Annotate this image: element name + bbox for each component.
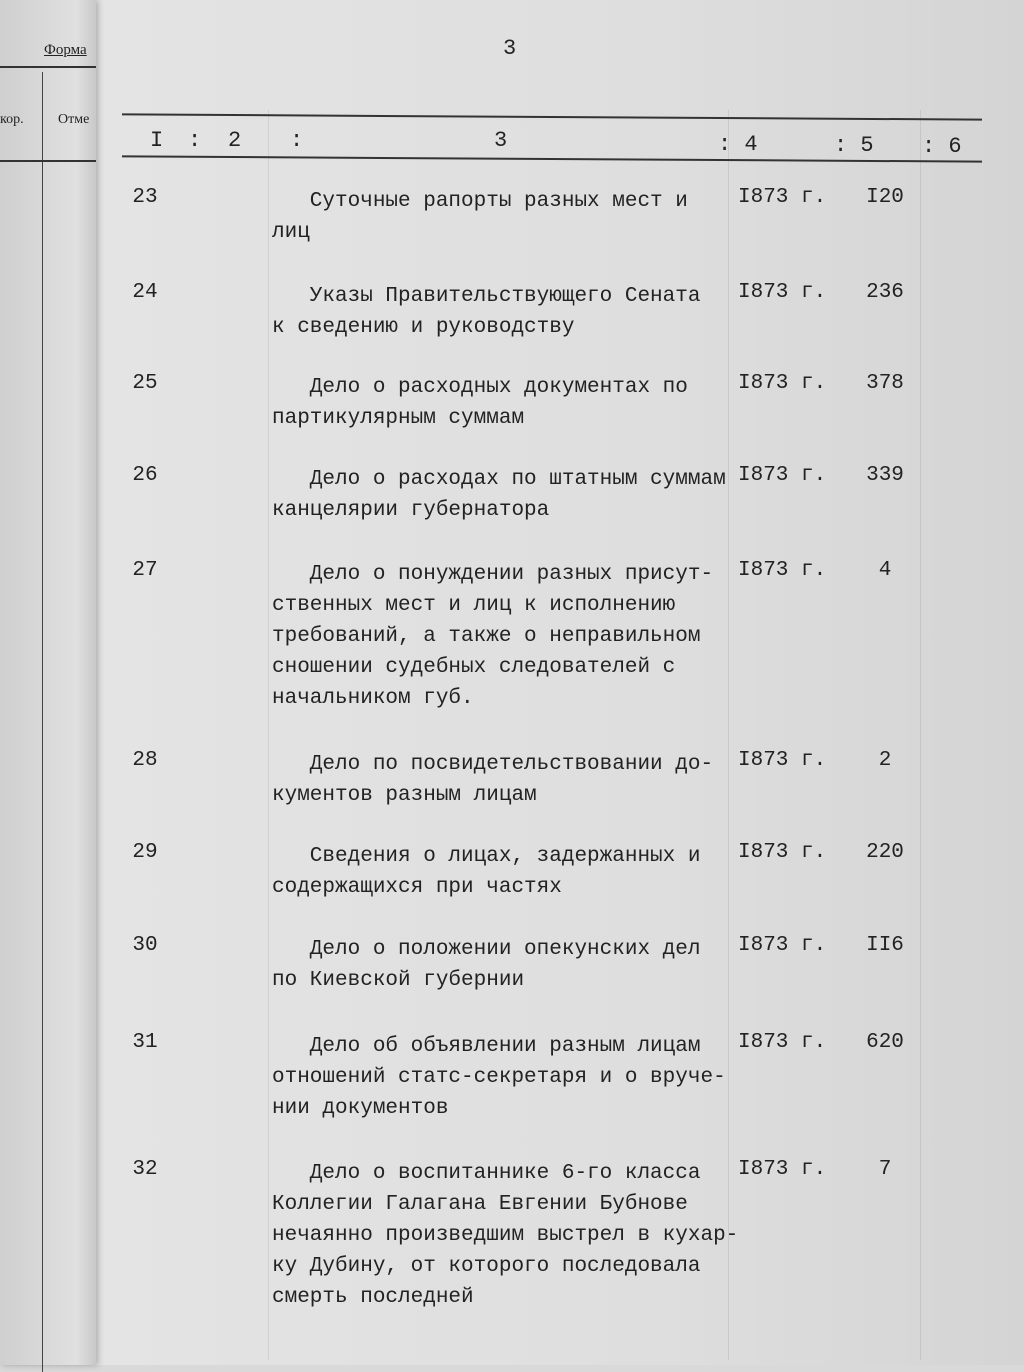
record-title: Суточные рапорты разных мест и лиц [272, 190, 688, 244]
record-number: 26 [132, 464, 158, 487]
column-header-2: 2 [228, 128, 242, 153]
adjacent-page-edge [0, 0, 96, 1365]
column-guide [920, 110, 921, 1360]
record-year: I873 г. [738, 372, 827, 395]
record-sheet-count: 339 [866, 464, 904, 487]
page-number: 3 [503, 36, 517, 61]
column-guide [268, 110, 269, 1360]
record-sheet-count: 378 [866, 372, 904, 395]
record-number: 32 [132, 1158, 158, 1181]
column-label: кор. [0, 112, 24, 127]
record-year: I873 г. [738, 841, 827, 864]
divider [42, 72, 43, 1372]
record-title: Дело о расходах по штатным суммам канцелярии губернатора [272, 468, 726, 522]
record-number: 31 [132, 1031, 158, 1054]
record-sheet-count: 236 [866, 281, 904, 304]
column-label: Отме [58, 112, 90, 127]
record-sheet-count: 7 [878, 1158, 892, 1181]
column-header-1: I [150, 128, 164, 153]
column-separator: : [290, 128, 304, 153]
record-sheet-count: II6 [866, 934, 904, 957]
record-year: I873 г. [738, 749, 827, 772]
divider [0, 66, 96, 68]
record-title: Дело об объявлении разным лицам отношений статс-секретаря и о вруче- нии документов [272, 1035, 726, 1120]
record-title: Сведения о лицах, задержанных и содержащихся при частях [272, 845, 701, 899]
record-year: I873 г. [738, 464, 827, 487]
column-header-4: : 4 [718, 132, 758, 157]
record-sheet-count: I20 [866, 186, 904, 209]
record-title: Дело о расходных документах по партикулярным суммам [272, 376, 688, 430]
record-year: I873 г. [738, 1158, 827, 1181]
record-number: 30 [132, 934, 158, 957]
record-title: Дело о воспитаннике 6-го класса Коллегии Галагана Евгении Бубнове нечаянно произведшим выстрел в кухар- ку Дубину, от которого последовала смерть последней [272, 1162, 739, 1309]
record-sheet-count: 4 [878, 559, 892, 582]
record-sheet-count: 620 [866, 1031, 904, 1054]
record-title: Дело о положении опекунских дел по Киевской губернии [272, 938, 701, 992]
column-header-3: 3 [494, 128, 508, 153]
record-sheet-count: 2 [878, 749, 892, 772]
column-header-6: : 6 [922, 134, 962, 159]
record-title: Дело по посвидетельствовании до- кументов разным лицам [272, 753, 714, 807]
record-title: Указы Правительствующего Сената к сведению и руководству [272, 285, 701, 339]
divider [0, 160, 96, 162]
record-year: I873 г. [738, 281, 827, 304]
record-number: 29 [132, 841, 158, 864]
record-year: I873 г. [738, 1031, 827, 1054]
record-number: 24 [132, 281, 158, 304]
form-label: Форма [44, 42, 87, 58]
record-year: I873 г. [738, 934, 827, 957]
record-number: 23 [132, 186, 158, 209]
record-title: Дело о понуждении разных присут- ственных мест и лиц к исполнению требований, а также о неправильном сношении судебных следователей с начальником губ. [272, 563, 714, 710]
record-sheet-count: 220 [866, 841, 904, 864]
record-year: I873 г. [738, 559, 827, 582]
record-number: 27 [132, 559, 158, 582]
record-number: 25 [132, 372, 158, 395]
column-header-5: : 5 [834, 133, 874, 158]
record-year: I873 г. [738, 186, 827, 209]
record-number: 28 [132, 749, 158, 772]
column-separator: : [188, 128, 202, 153]
